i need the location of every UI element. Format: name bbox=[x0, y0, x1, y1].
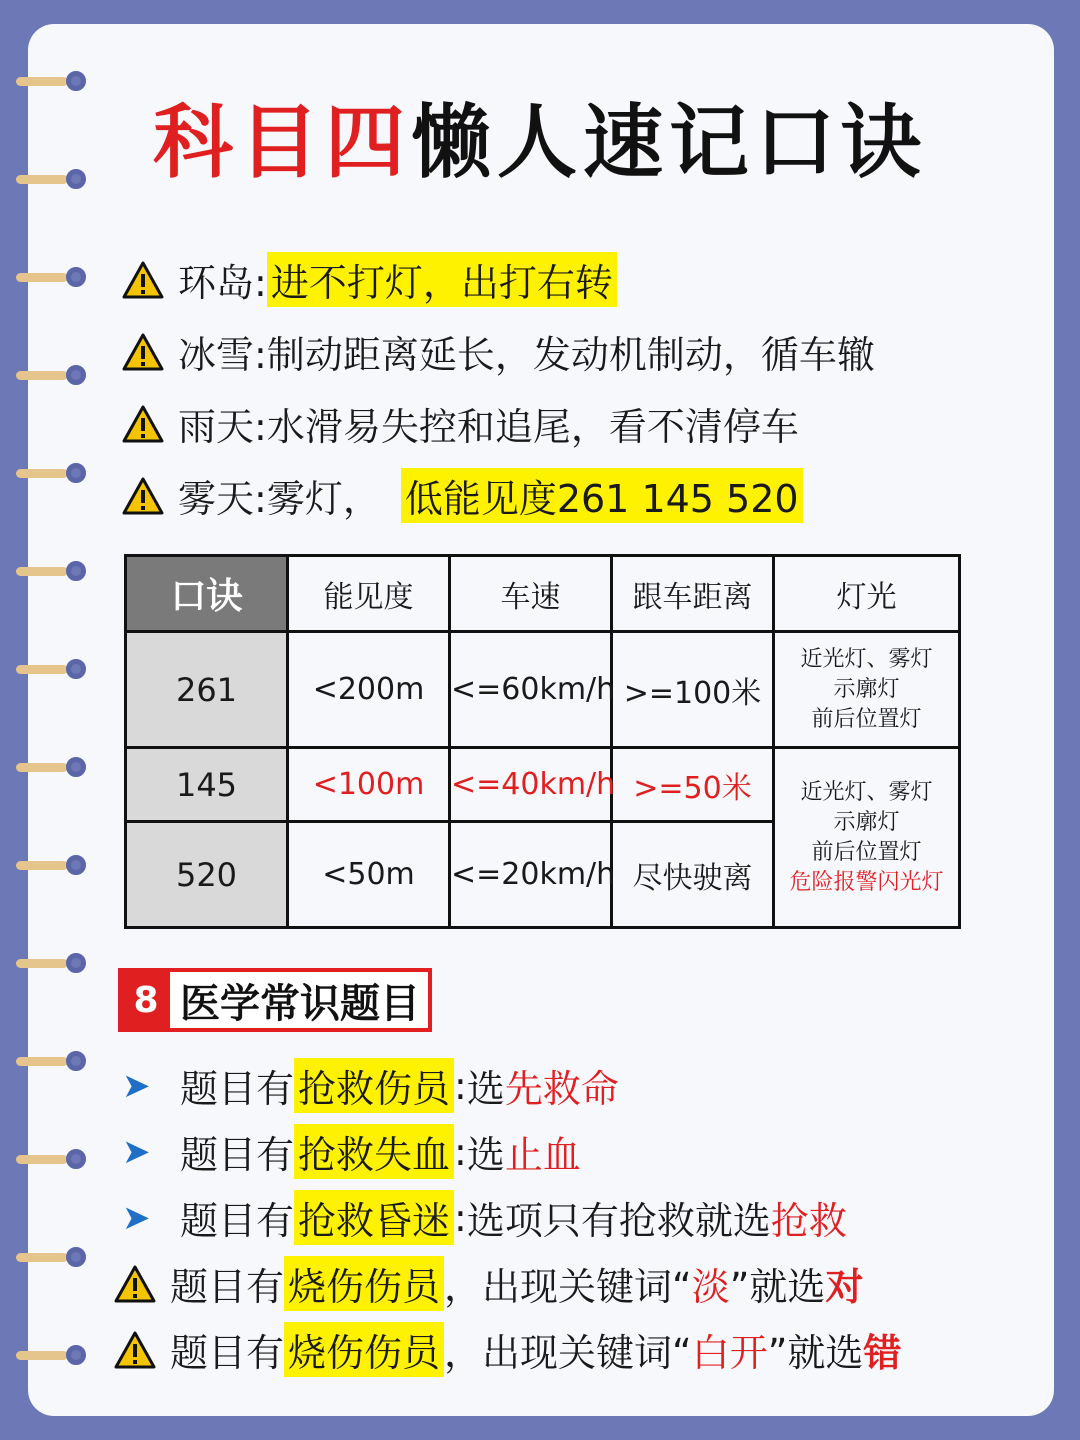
table-header: 口诀 bbox=[126, 556, 288, 632]
medical-item bbox=[114, 1256, 863, 1311]
medical-item bbox=[122, 1124, 581, 1179]
tip-label: 雨天: bbox=[178, 405, 267, 449]
table-header: 能见度 bbox=[288, 556, 450, 632]
table-cell: <=40km/h bbox=[450, 748, 612, 822]
binder-ring bbox=[16, 854, 78, 876]
section-header bbox=[118, 968, 432, 1032]
item-mid: 选 bbox=[466, 1067, 505, 1111]
arrow-icon: ➤ bbox=[122, 1197, 151, 1238]
tip-fog bbox=[122, 468, 803, 523]
section-title: 医学常识题目 bbox=[180, 980, 420, 1027]
binder-ring bbox=[16, 756, 78, 778]
page-title bbox=[0, 78, 1080, 193]
table-cell-key: 261 bbox=[126, 632, 288, 748]
item-prefix: 题目有 bbox=[180, 1199, 295, 1243]
table-row bbox=[126, 632, 960, 748]
warning-icon bbox=[122, 476, 164, 516]
table-cell: >=50米 bbox=[612, 748, 774, 822]
tip-text: 进不打灯，出打右转 bbox=[267, 252, 617, 307]
item-sep: ， bbox=[444, 1265, 483, 1309]
table-cell: <=60km/h bbox=[450, 632, 612, 748]
table-cell: 尽快驶离 bbox=[612, 822, 774, 928]
table-header: 跟车距离 bbox=[612, 556, 774, 632]
tip-text: 水滑易失控和追尾，看不清停车 bbox=[266, 405, 799, 449]
tip-roundabout bbox=[122, 252, 617, 307]
item-prefix: 题目有 bbox=[180, 1133, 295, 1177]
table-cell: <200m bbox=[288, 632, 450, 748]
light-item: 近光灯、雾灯 bbox=[800, 646, 933, 672]
warning-icon bbox=[122, 260, 164, 300]
tip-label: 雾天: bbox=[178, 477, 267, 521]
light-item: 示廓灯 bbox=[833, 809, 900, 835]
item-mid: 出现关键词“ bbox=[482, 1331, 692, 1375]
item-keyword: 白开 bbox=[691, 1331, 768, 1375]
light-item: 前后位置灯 bbox=[811, 839, 922, 865]
binder-ring bbox=[16, 364, 78, 386]
light-item: 前后位置灯 bbox=[811, 706, 922, 732]
title-part-black: 懒人速记口诀 bbox=[411, 96, 927, 189]
table-cell: <50m bbox=[288, 822, 450, 928]
item-sep: : bbox=[454, 1195, 467, 1240]
warning-icon bbox=[114, 1264, 156, 1304]
arrow-icon: ➤ bbox=[122, 1131, 151, 1172]
warning-icon bbox=[122, 404, 164, 444]
table-cell: >=100米 bbox=[612, 632, 774, 748]
warning-icon bbox=[122, 332, 164, 372]
table-header-row bbox=[126, 556, 960, 632]
item-answer: 先救命 bbox=[504, 1067, 619, 1111]
tip-snow bbox=[122, 324, 875, 379]
item-prefix: 题目有 bbox=[170, 1331, 285, 1375]
tip-label: 冰雪: bbox=[178, 333, 267, 377]
medical-item bbox=[122, 1190, 847, 1245]
tip-text: 雾灯， bbox=[266, 477, 381, 521]
item-prefix: 题目有 bbox=[170, 1265, 285, 1309]
item-keyword: 淡 bbox=[691, 1265, 730, 1309]
item-highlight: 烧伤伤员 bbox=[284, 1256, 444, 1311]
binder-ring bbox=[16, 952, 78, 974]
item-answer: 抢救 bbox=[770, 1199, 847, 1243]
item-highlight: 抢救昏迷 bbox=[294, 1190, 454, 1245]
section-number: 8 bbox=[122, 972, 170, 1028]
warning-icon bbox=[114, 1330, 156, 1370]
item-answer: 错 bbox=[863, 1331, 902, 1375]
binder-ring bbox=[16, 1050, 78, 1072]
tip-rain bbox=[122, 396, 799, 451]
item-highlight: 抢救伤员 bbox=[294, 1058, 454, 1113]
item-highlight: 烧伤伤员 bbox=[284, 1322, 444, 1377]
light-item-hazard: 危险报警闪光灯 bbox=[789, 869, 944, 895]
light-item: 近光灯、雾灯 bbox=[800, 779, 933, 805]
binder-ring bbox=[16, 1344, 78, 1366]
visibility-table bbox=[124, 554, 961, 929]
medical-item bbox=[114, 1322, 901, 1377]
table-cell-key: 520 bbox=[126, 822, 288, 928]
item-sep: : bbox=[454, 1129, 467, 1174]
item-mid: 选项只有抢救就选 bbox=[466, 1199, 771, 1243]
arrow-icon: ➤ bbox=[122, 1065, 151, 1106]
binder-ring bbox=[16, 658, 78, 680]
item-sep: : bbox=[454, 1063, 467, 1108]
binder-ring bbox=[16, 560, 78, 582]
item-answer: 止血 bbox=[504, 1133, 581, 1177]
item-tail: ”就选 bbox=[767, 1331, 864, 1375]
light-item: 示廓灯 bbox=[833, 676, 900, 702]
item-answer: 对 bbox=[825, 1265, 864, 1309]
item-prefix: 题目有 bbox=[180, 1067, 295, 1111]
item-sep: ， bbox=[444, 1331, 483, 1375]
item-highlight: 抢救失血 bbox=[294, 1124, 454, 1179]
item-mid: 选 bbox=[466, 1133, 505, 1177]
tip-label: 环岛: bbox=[178, 261, 267, 305]
table-header: 灯光 bbox=[774, 556, 960, 632]
title-part-red: 科目四 bbox=[153, 96, 411, 189]
medical-item bbox=[122, 1058, 619, 1113]
binder-ring bbox=[16, 1148, 78, 1170]
tip-text: 制动距离延长，发动机制动，循车辙 bbox=[266, 333, 875, 377]
binder-ring bbox=[16, 1246, 78, 1268]
item-mid: 出现关键词“ bbox=[482, 1265, 692, 1309]
binder-ring bbox=[16, 462, 78, 484]
binder-ring bbox=[16, 266, 78, 288]
tip-highlight: 低能见度261 145 520 bbox=[401, 468, 803, 523]
table-cell-lights bbox=[774, 748, 960, 928]
table-cell-lights bbox=[774, 632, 960, 748]
table-cell-key: 145 bbox=[126, 748, 288, 822]
table-cell: <=20km/h bbox=[450, 822, 612, 928]
table-header: 车速 bbox=[450, 556, 612, 632]
table-row bbox=[126, 748, 960, 822]
table-cell: <100m bbox=[288, 748, 450, 822]
item-tail: ”就选 bbox=[729, 1265, 826, 1309]
